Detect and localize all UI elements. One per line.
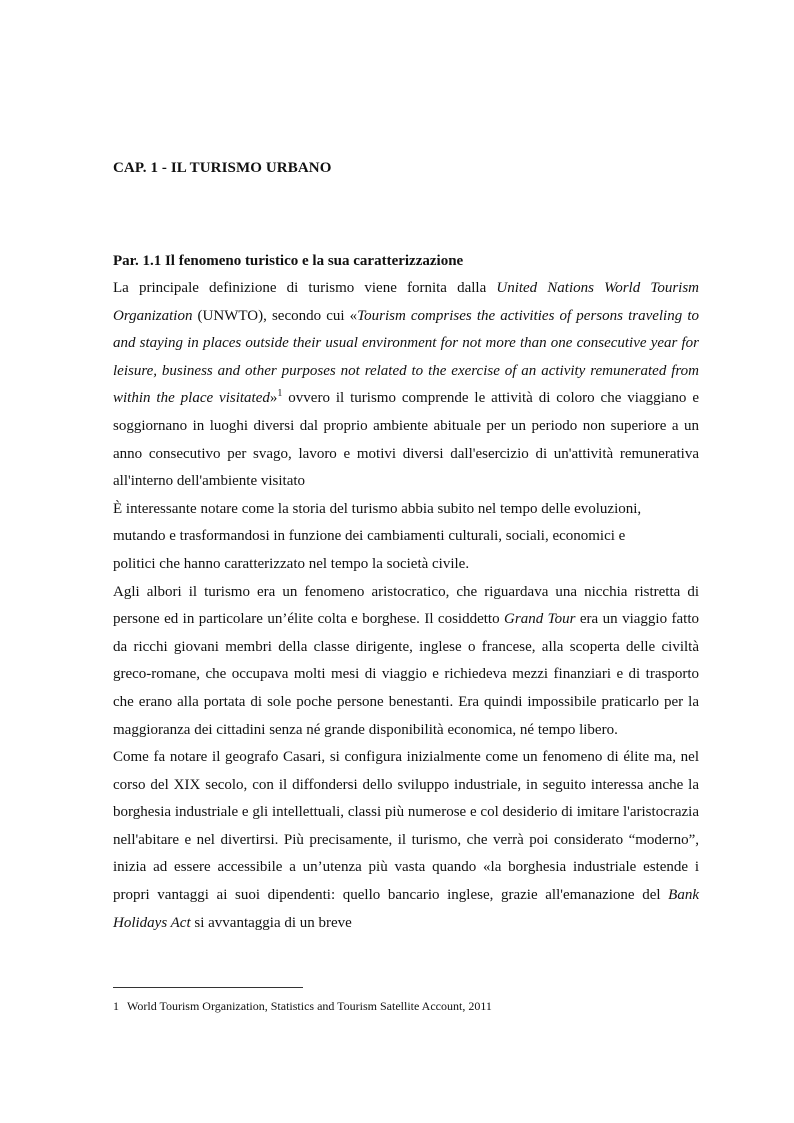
italic-span: Grand Tour (504, 611, 576, 628)
italic-quote: Tourism comprises the activities of persons traveling to and staying in places outside their usual environment for not more than one consecutive year for leisure, business and other purposes not related to the exercise of an activity remunerated from within the place visitated (113, 307, 700, 407)
text-span: si avvantaggia di un breve (190, 914, 352, 931)
footnote-separator (113, 987, 303, 988)
text-line: politici che hanno caratterizzato nel tempo la società civile. (113, 555, 470, 572)
text-span: era un viaggio fatto da ricchi giovani membri della classe dirigente, inglese o francese, alla scoperta delle civiltà greco-romane, che occupava molti mesi di viaggio e richiedeva mezzi finanziari e di trasporto che erano alla portata di sole poche persone benestanti. Era quindi impossibile praticarlo per la maggioranza dei cittadini senza né grande disponibilità economica, né tempo libero. (113, 611, 699, 738)
paragraph-unwto-definition (113, 275, 699, 496)
italic-span: Bank Holidays Act (113, 887, 699, 931)
text-span: Come fa notare il geografo Casari, si configura inizialmente come un fenomeno di élite ma, nel corso del XIX secolo, con il diffondersi dello sviluppo industriale, in seguito interessa anche la borghesia industriale e gli intellettuali, classi più numerose e col desiderio di imitare l'aristocrazia nell'abitare e nel divertirsi. Più precisamente, il turismo, che verrà poi considerato “moderno”, inizia ad essere accessibile a un’utenza più vasta quando «la borghesia industriale estende i propri vantaggi ai suoi dipendenti: quello bancario inglese, grazie all'emanazione del (113, 749, 699, 904)
text-span: » (269, 390, 278, 407)
footnote-number: 1 (113, 999, 119, 1013)
paragraph-grand-tour (113, 579, 699, 745)
text-span: Agli albori il turismo era un fenomeno aristocratico, che riguardava una nicchia ristretta di persone ed in particolare un’élite colta e borghese. Il cosiddetto (113, 583, 699, 628)
text-span: La principale definizione di turismo viene fornita dalla (113, 280, 497, 296)
section-heading: Par. 1.1 Il fenomeno turistico e la sua caratterizzazione (113, 253, 464, 269)
chapter-title: CAP. 1 - IL TURISMO URBANO (113, 160, 332, 176)
text-line: mutando e trasformandosi in funzione dei cambiamenti culturali, sociali, economici e (113, 528, 626, 545)
footnote (113, 999, 492, 1014)
paragraph-history (113, 496, 699, 579)
paragraph-casari (113, 744, 699, 937)
italic-span: United Nations World Tourism Organization (113, 280, 699, 324)
footnote-reference[interactable]: 1 (277, 388, 283, 400)
text-line: È interessante notare come la storia del turismo abbia subito nel tempo delle evoluzioni, (113, 500, 642, 517)
footnote-text: World Tourism Organization, Statistics and Tourism Satellite Account, 2011 (127, 999, 492, 1013)
body-text (113, 275, 699, 937)
text-span: (UNWTO), secondo cui « (192, 307, 358, 324)
text-span: ovvero il turismo comprende le attività di coloro che viaggiano e soggiornano in luoghi diversi dal proprio ambiente abituale per un periodo non superiore a un anno consecutivo per svago, lavoro e motivi diversi dall'esercizio di un'attività remunerativa all'interno dell'ambiente visitato (113, 390, 699, 490)
